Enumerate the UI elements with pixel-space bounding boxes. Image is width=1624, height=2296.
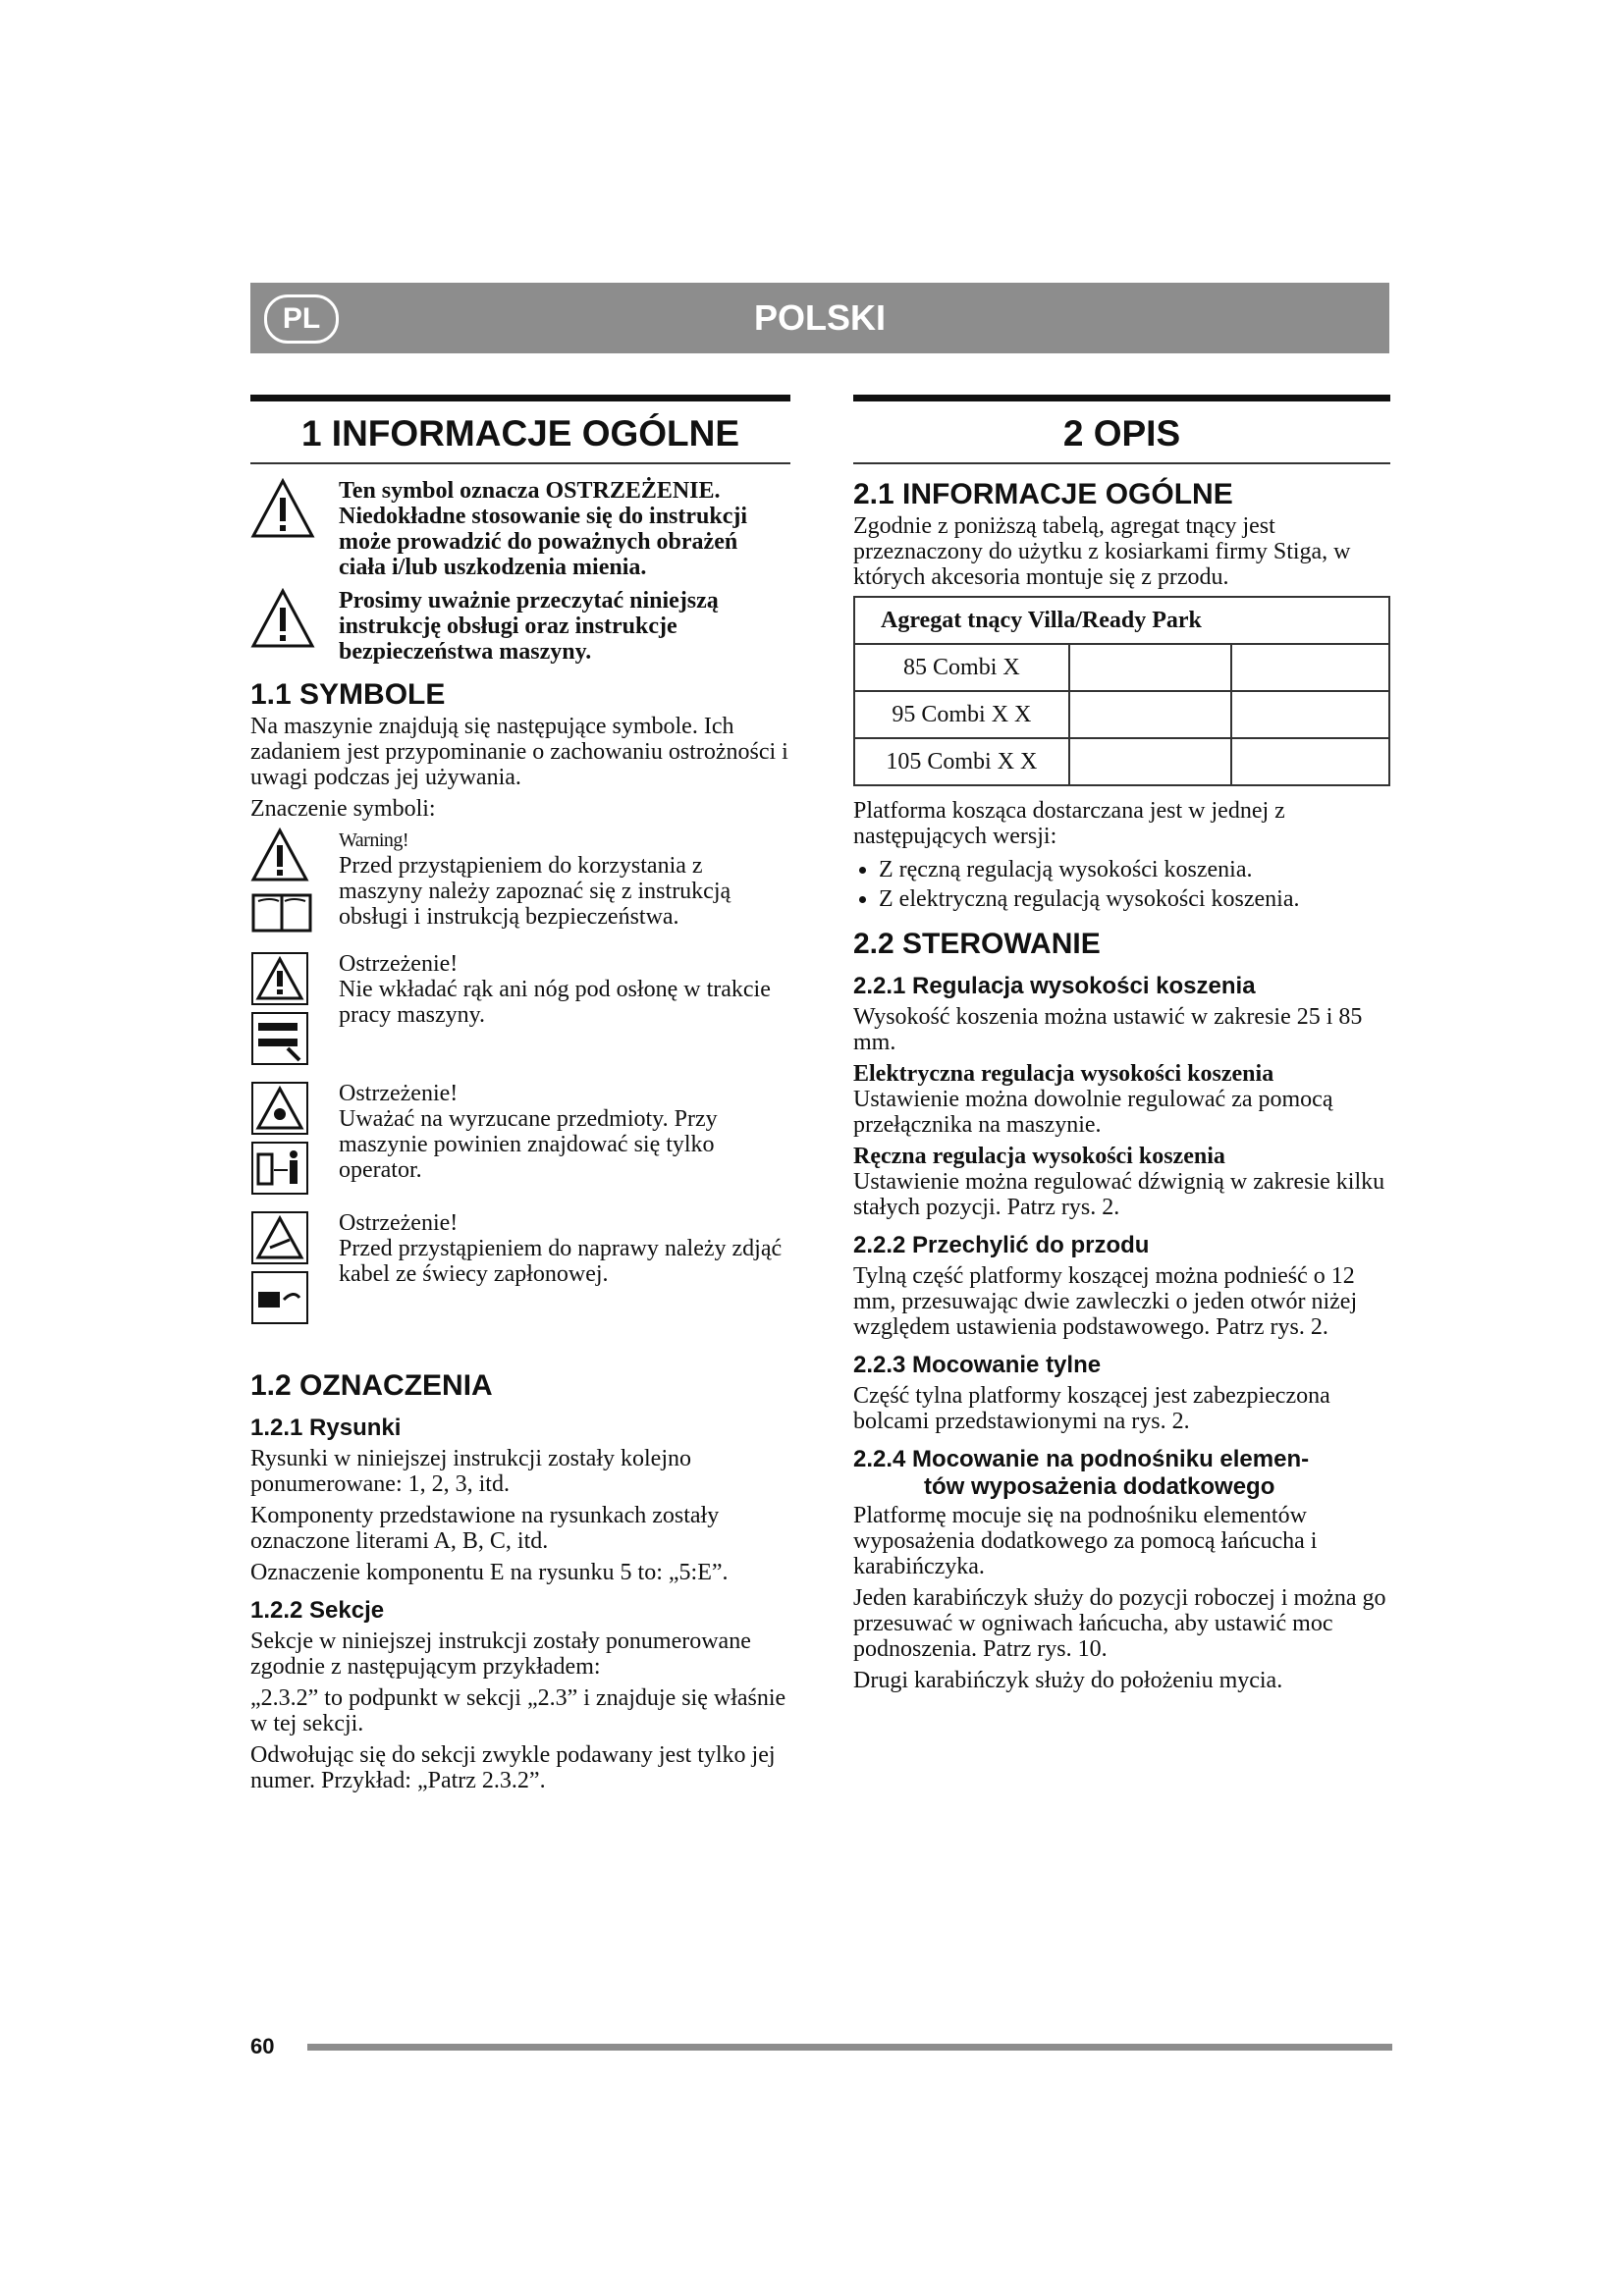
section-heading-control: 2.2 STEROWANIE	[853, 928, 1101, 960]
symbols-meaning: Znaczenie symboli:	[250, 796, 436, 822]
paragraph: Platformę mocuje się na podnośniku elementów wyposażenia dodatkowego za pomocą łańcucha i karabińczyka.	[853, 1503, 1318, 1579]
chapter-rule	[853, 395, 1390, 401]
paragraph: Jeden karabińczyk służy do pozycji roboczej i można go przesuwać w ogniwach łańcucha, aby ustawić moc podnoszenia. Patrz rys. 10.	[853, 1585, 1386, 1662]
warning-triangle-icon	[250, 588, 339, 665]
manual-book-icon	[250, 887, 313, 936]
subsection-heading-lift-mount: 2.2.4 Mocowanie na podnośniku elemen- tów wyposażenia dodatkowego	[853, 1446, 1310, 1500]
repair-warning-icon	[250, 1210, 309, 1265]
keep-distance-icon	[250, 1141, 309, 1196]
paragraph: Drugi karabińczyk służy do położeniu mycia.	[853, 1668, 1283, 1693]
symbol-row	[250, 1081, 790, 1201]
table-row	[854, 644, 1389, 691]
paragraph: Zgodnie z poniższą tabelą, agregat tnący jest przeznaczony do użytku z kosiarkami firmy Stiga, w których akcesoria montuje się z przodu.	[853, 513, 1351, 590]
paragraph: Odwołując się do sekcji zwykle podawany jest tylko jej numer. Przykład: „Patrz 2.3.2”.	[250, 1742, 776, 1793]
hand-under-cover-icon	[250, 1011, 309, 1066]
section-heading-general: 2.1 INFORMACJE OGÓLNE	[853, 478, 1233, 510]
paragraph: Część tylna platformy koszącej jest zabezpieczona bolcami przedstawionymi na rys. 2.	[853, 1383, 1330, 1434]
paragraph: Ustawienie można dowolnie regulować za pomocą przełącznika na maszynie.	[853, 1087, 1333, 1138]
right-column	[853, 395, 1390, 1699]
section-heading-symbols: 1.1 SYMBOLE	[250, 678, 446, 711]
symbol-title: Ostrzeżenie!	[339, 1210, 459, 1236]
symbol-description: Przed przystąpieniem do naprawy należy zdjąć kabel ze świecy zapłonowej.	[339, 1236, 783, 1287]
paragraph: Komponenty przedstawione na rysunkach zostały oznaczone literami A, B, C, itd.	[250, 1503, 720, 1554]
table-header: Agregat tnący Villa/Ready Park	[854, 597, 1389, 644]
table-row	[854, 691, 1389, 738]
warning-block	[250, 588, 790, 665]
compatibility-table	[853, 596, 1390, 786]
subsection-heading-sections: 1.2.2 Sekcje	[250, 1597, 385, 1624]
symbol-description: Uważać na wyrzucane przedmioty. Przy maszynie powinien znajdować się tylko operator.	[339, 1106, 718, 1183]
paragraph: Ustawienie można regulować dźwignią w zakresie kilku stałych pozycji. Patrz rys. 2.	[853, 1169, 1385, 1220]
symbols-intro: Na maszynie znajdują się następujące symbole. Ich zadaniem jest przypominanie o zachowaniu ostrożności i uwagi podczas jej używania.	[250, 714, 788, 790]
subsection-heading-tilt: 2.2.2 Przechylić do przodu	[853, 1232, 1150, 1258]
language-banner	[250, 283, 1389, 353]
symbol-description: Nie wkładać rąk ani nóg pod osłonę w trakcie pracy maszyny.	[339, 977, 771, 1028]
subsection-heading-height: 2.2.1 Regulacja wysokości koszenia	[853, 973, 1256, 999]
warning-triangle-icon	[250, 478, 339, 580]
paragraph-heading: Ręczna regulacja wysokości koszenia	[853, 1144, 1225, 1169]
paragraph: „2.3.2” to podpunkt w sekcji „2.3” i znajduje się właśnie w tej sekcji.	[250, 1685, 786, 1736]
symbol-row	[250, 951, 790, 1071]
chapter-underline	[250, 462, 790, 464]
section-heading-markings: 1.2 OZNACZENIA	[250, 1369, 493, 1402]
spark-plug-icon	[250, 1270, 309, 1325]
paragraph-heading: Elektryczna regulacja wysokości koszenia	[853, 1061, 1274, 1087]
paragraph: Oznaczenie komponentu E na rysunku 5 to: „5:E”.	[250, 1560, 729, 1585]
symbol-row	[250, 1210, 790, 1330]
paragraph: Platforma kosząca dostarczana jest w jednej z następujących wersji:	[853, 798, 1285, 849]
page-number: 60	[250, 2034, 275, 2058]
warning-text: Prosimy uważnie przeczytać niniejszą instrukcję obsługi oraz instrukcje bezpieczeństwa maszyny.	[339, 588, 719, 665]
table-header-row	[854, 597, 1389, 644]
symbol-row	[250, 828, 790, 941]
subsection-heading-rear-mount: 2.2.3 Mocowanie tylne	[853, 1352, 1102, 1378]
warning-box-icon	[250, 951, 309, 1006]
warning-block	[250, 478, 790, 580]
thrown-objects-warning-icon	[250, 1081, 309, 1136]
paragraph: Wysokość koszenia można ustawić w zakresie 25 i 85 mm.	[853, 1004, 1363, 1055]
paragraph: Sekcje w niniejszej instrukcji zostały ponumerowane zgodnie z następującym przykładem:	[250, 1629, 751, 1680]
table-cell-model: 95 Combi X X	[854, 691, 1069, 738]
chapter-title-2: 2 OPIS	[1062, 413, 1181, 454]
versions-list	[853, 855, 1390, 914]
symbol-description: Przed przystąpieniem do korzystania z maszyny należy zapoznać się z instrukcją obsługi i instrukcją bezpieczeństwa.	[339, 853, 731, 930]
paragraph: Tylną część platformy koszącej można podnieść o 12 mm, przesuwając dwie zawleczki o jeden otwór niżej względem ustawienia podstawowego. Patrz rys. 2.	[853, 1263, 1358, 1340]
symbol-title: Ostrzeżenie!	[339, 951, 459, 977]
banner-title: POLSKI	[753, 297, 886, 338]
warning-text: Ten symbol oznacza OSTRZEŻENIE. Niedokładne stosowanie się do instrukcji może prowadzić do poważnych obrażeń ciała i/lub uszkodzenia mienia.	[339, 478, 748, 580]
footer-rule	[307, 2044, 1392, 2051]
warning-triangle-icon	[250, 828, 309, 882]
left-column	[250, 395, 790, 1799]
subsection-heading-drawings: 1.2.1 Rysunki	[250, 1415, 402, 1441]
list-item: • Z elektryczną regulacją wysokości koszenia.	[879, 884, 1390, 914]
table-cell-model: 85 Combi X	[854, 644, 1069, 691]
table-row	[854, 738, 1389, 785]
table-cell-model: 105 Combi X X	[854, 738, 1069, 785]
chapter-rule	[250, 395, 790, 401]
paragraph: Rysunki w niniejszej instrukcji zostały kolejno ponumerowane: 1, 2, 3, itd.	[250, 1446, 691, 1497]
chapter-title-1: 1 INFORMACJE OGÓLNE	[300, 413, 740, 454]
chapter-underline	[853, 462, 1390, 464]
symbol-title: Ostrzeżenie!	[339, 1081, 459, 1106]
language-badge: PL	[264, 294, 339, 344]
list-item: • Z ręczną regulacją wysokości koszenia.	[879, 855, 1390, 884]
symbol-title: Warning!	[339, 829, 409, 851]
